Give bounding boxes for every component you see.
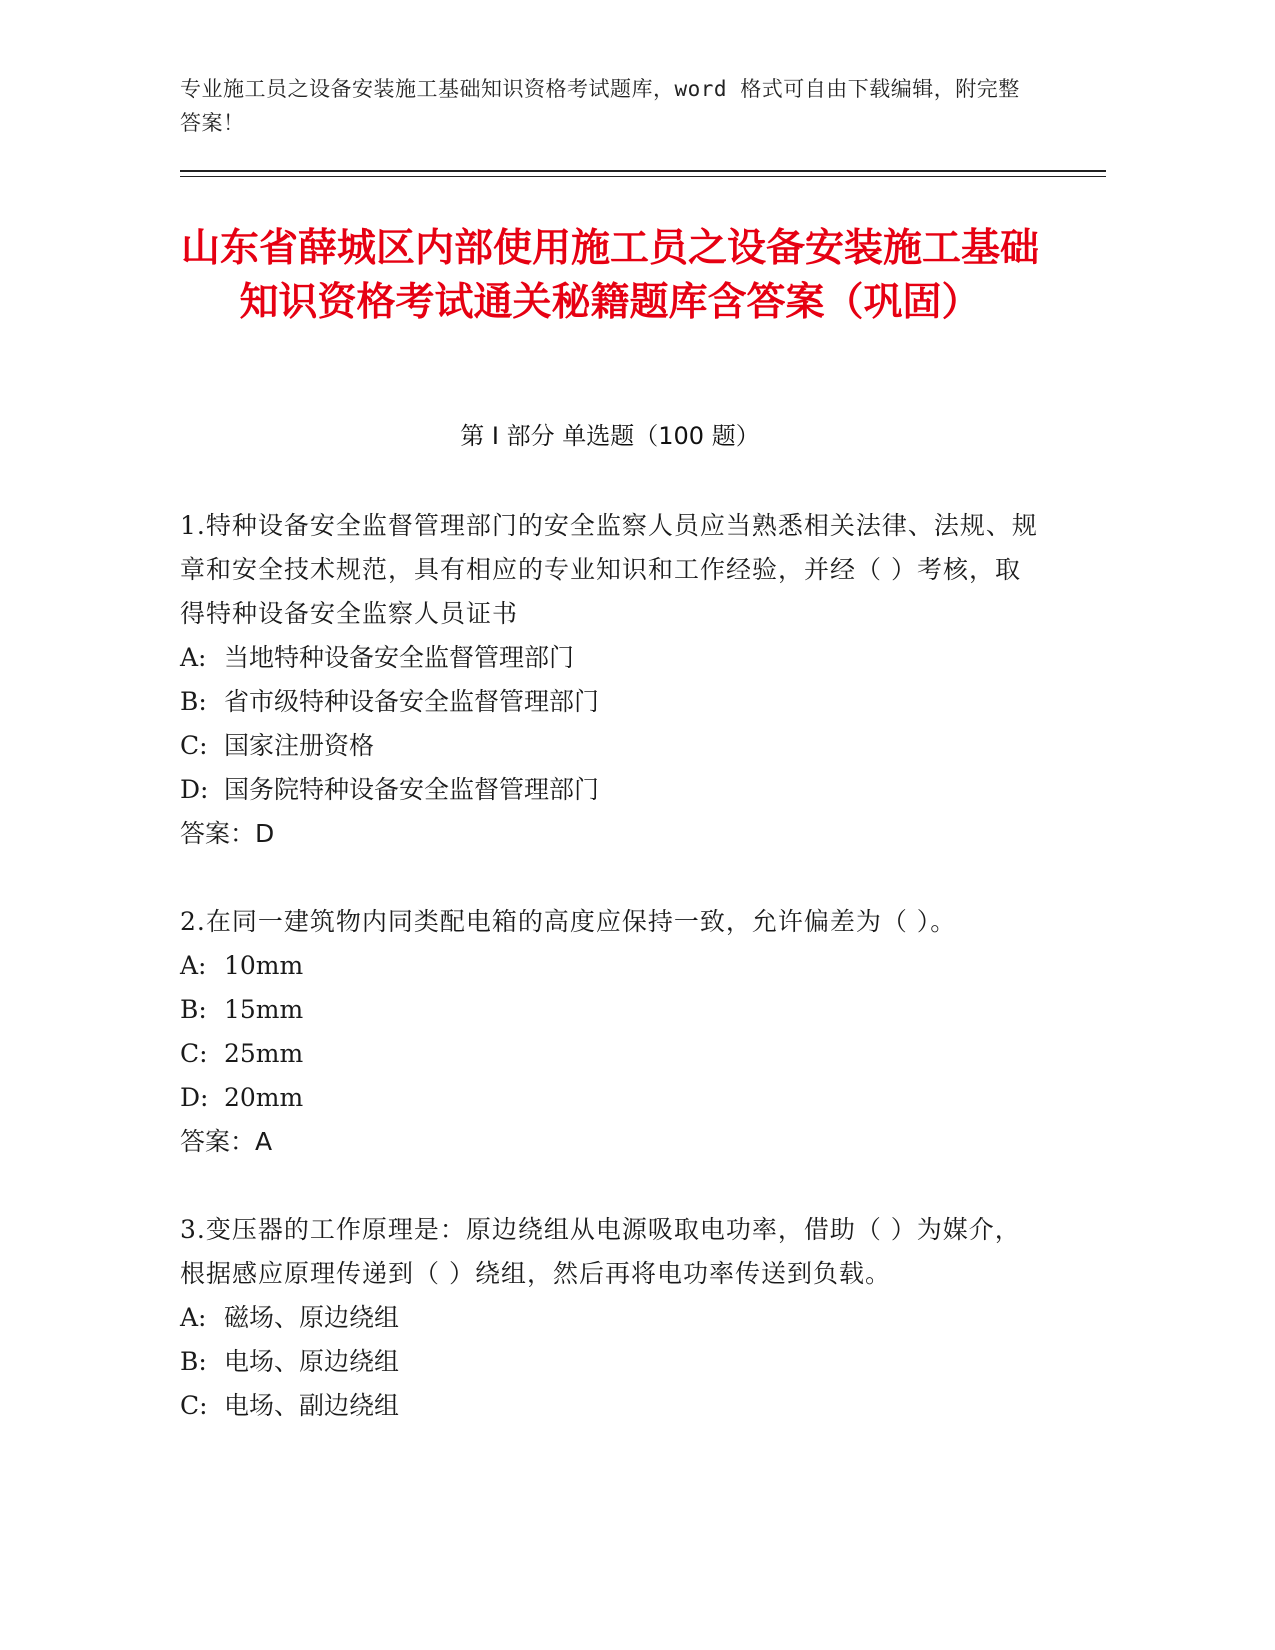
question-list — [180, 504, 1040, 1472]
option-letter: D: — [180, 775, 209, 804]
option-letter: A: — [180, 951, 207, 980]
option-text: 国家注册资格 — [224, 731, 375, 760]
question-stem: 2.在同一建筑物内同类配电箱的高度应保持一致，允许偏差为（ ）。 — [180, 907, 957, 936]
question-stem: 1.特种设备安全监督管理部门的安全监察人员应当熟悉相关法律、法规、规章和安全技术规范，具有相应的专业知识和工作经验，并经（ ）考核，取得特种设备安全监察人员证书 — [180, 511, 1038, 628]
option-text: 15mm — [224, 995, 304, 1024]
option-text: 磁场、原边绕组 — [224, 1303, 400, 1332]
header-note: 专业施工员之设备安装施工基础知识资格考试题库，word 格式可自由下载编辑，附完整答案！ — [180, 77, 1020, 135]
option-row — [180, 1076, 1040, 1120]
option-row — [180, 680, 1040, 724]
option-row — [180, 768, 1040, 812]
option-row — [180, 944, 1040, 988]
question-item — [180, 1208, 1040, 1428]
option-letter: D: — [180, 1083, 209, 1112]
option-row — [180, 724, 1040, 768]
option-text: 电场、副边绕组 — [224, 1391, 400, 1420]
document-title: 山东省薛城区内部使用施工员之设备安装施工基础知识资格考试通关秘籍题库含答案（巩固） — [180, 226, 1039, 325]
answer-line: 答案：D — [180, 819, 275, 848]
option-letter: B: — [180, 995, 207, 1024]
option-row — [180, 636, 1040, 680]
option-text: 25mm — [224, 1039, 304, 1068]
option-letter: A: — [180, 643, 207, 672]
header-divider-thick — [180, 170, 1106, 172]
option-row — [180, 1340, 1040, 1384]
option-letter: C: — [180, 731, 208, 760]
option-letter: B: — [180, 687, 207, 716]
option-text: 10mm — [224, 951, 304, 980]
option-letter: A: — [180, 1303, 207, 1332]
option-letter: B: — [180, 1347, 207, 1376]
option-row — [180, 988, 1040, 1032]
option-letter: C: — [180, 1039, 208, 1068]
option-text: 省市级特种设备安全监督管理部门 — [224, 687, 600, 716]
option-text: 电场、原边绕组 — [224, 1347, 400, 1376]
question-item — [180, 504, 1040, 856]
option-letter: C: — [180, 1391, 208, 1420]
option-text: 20mm — [224, 1083, 304, 1112]
option-row — [180, 1296, 1040, 1340]
question-stem: 3.变压器的工作原理是：原边绕组从电源吸取电功率，借助（ ）为媒介，根据感应原理传递到（ ）绕组，然后再将电功率传送到负载。 — [180, 1215, 1021, 1288]
answer-line: 答案：A — [180, 1127, 273, 1156]
option-text: 国务院特种设备安全监督管理部门 — [224, 775, 600, 804]
option-row — [180, 1032, 1040, 1076]
option-text: 当地特种设备安全监督管理部门 — [224, 643, 575, 672]
section-title: 第 I 部分 单选题（100 题） — [460, 422, 760, 450]
header-divider-thin — [180, 176, 1106, 177]
option-row — [180, 1384, 1040, 1428]
question-item — [180, 900, 1040, 1164]
